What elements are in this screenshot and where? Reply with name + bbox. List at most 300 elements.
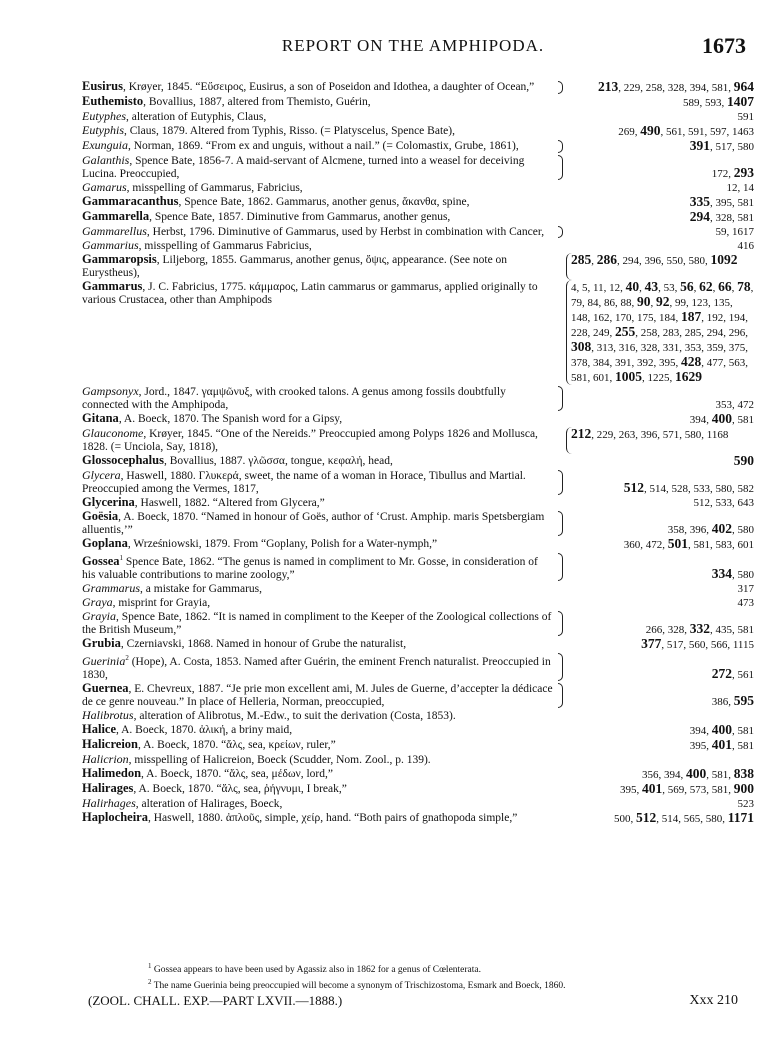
page-references bbox=[566, 454, 754, 469]
entry-description: , Liljeborg, 1855. Gammarus, another genus, ὄψις, appearance. (See note on Eurystheus), bbox=[82, 254, 508, 279]
genus-name: Gammarius bbox=[82, 239, 139, 252]
entry-description: , Spence Bate, 1862. Gammarus, another genus, ἄκανθα, spine, bbox=[178, 196, 470, 208]
page-ref: 359 bbox=[706, 342, 724, 354]
entry-text bbox=[82, 552, 557, 582]
genus-name: Galanthis bbox=[82, 154, 130, 167]
entry-description: , J. C. Fabricius, 1775. κάμμαρος, Latin cammarus or gammarus, applied originally to various Crustacea, other than Amphipods bbox=[82, 281, 538, 306]
page-ref: 53 bbox=[663, 282, 675, 294]
entry-description: , A. Boeck, 1870. The Spanish word for a Gipsy, bbox=[118, 413, 343, 425]
genus-name: Eutyphes bbox=[82, 110, 126, 123]
page-ref: 353 bbox=[715, 399, 732, 411]
index-entry bbox=[82, 253, 754, 280]
page-references bbox=[566, 496, 754, 510]
entry-text bbox=[82, 139, 557, 154]
page-references bbox=[566, 753, 754, 767]
page-title: REPORT ON THE AMPHIPODA. bbox=[281, 36, 545, 55]
page-ref: 293 bbox=[733, 165, 754, 180]
page-ref: 601 bbox=[593, 372, 610, 384]
page-ref: 512 bbox=[623, 480, 644, 495]
reference-list: 512, 514, 528, 533, 580, 582 bbox=[623, 480, 754, 495]
page-references bbox=[566, 537, 754, 552]
entry-text bbox=[82, 682, 557, 709]
genus-name: Gammaropsis bbox=[82, 253, 157, 266]
page-references bbox=[566, 154, 754, 181]
index-entry bbox=[82, 225, 754, 239]
page-references bbox=[566, 738, 754, 753]
index-entry bbox=[82, 537, 754, 552]
entry-text bbox=[82, 637, 557, 652]
entry-description: , A. Boeck, 1870. ἁλική, a briny maid, bbox=[116, 723, 293, 736]
footnote bbox=[148, 976, 746, 992]
entry-description: , Haswell, 1880. ἁπλοῦς, simple, χείρ, hand. “Both pairs of gnathopoda simple,” bbox=[147, 811, 518, 824]
reference-list: 172, 293 bbox=[711, 165, 754, 180]
genus-name: Glycera bbox=[82, 469, 121, 482]
entry-text bbox=[82, 797, 557, 811]
reference-list: 213, 229, 258, 328, 394, 581, 964 bbox=[598, 79, 754, 94]
page-ref: 148 bbox=[571, 312, 588, 324]
page-ref: 170 bbox=[615, 312, 632, 324]
page-ref: 395 bbox=[689, 739, 707, 752]
page-references bbox=[566, 767, 754, 782]
page-ref: 12 bbox=[726, 182, 738, 194]
index-entry bbox=[82, 652, 754, 682]
page-ref: 500 bbox=[613, 812, 631, 825]
page-ref: 533 bbox=[693, 483, 710, 495]
page-ref: 1115 bbox=[732, 638, 754, 651]
reference-list: 360, 472, 501, 581, 583, 601 bbox=[623, 536, 754, 551]
page-ref: 79 bbox=[571, 297, 582, 309]
page-ref: 86 bbox=[604, 297, 615, 309]
page-references bbox=[566, 782, 754, 797]
reference-list: 266, 328, 332, 435, 581 bbox=[645, 620, 754, 636]
page-ref: 212 bbox=[571, 426, 592, 441]
index-entry bbox=[82, 181, 754, 195]
brace-mark bbox=[557, 738, 566, 753]
page-ref: 328 bbox=[667, 623, 685, 636]
page-ref: 172 bbox=[711, 168, 729, 180]
page-ref: 90 bbox=[637, 294, 651, 309]
index-entry bbox=[82, 110, 754, 124]
page-ref: 591 bbox=[688, 126, 705, 138]
page-ref: 258 bbox=[640, 327, 658, 339]
page-ref: 416 bbox=[737, 240, 754, 252]
genus-name: Glauconome bbox=[82, 427, 144, 440]
page-ref: 308 bbox=[571, 339, 592, 354]
page-ref: 356 bbox=[642, 768, 659, 781]
page-ref: 583 bbox=[715, 539, 732, 551]
reference-list: 294, 328, 581 bbox=[689, 209, 754, 224]
index-entry bbox=[82, 80, 754, 95]
entry-text bbox=[82, 80, 557, 95]
page-references bbox=[566, 582, 754, 596]
index-entry bbox=[82, 239, 754, 253]
genus-name: Gitana bbox=[82, 412, 119, 425]
index-entry bbox=[82, 753, 754, 767]
page-ref: 401 bbox=[711, 736, 732, 752]
genus-name: Gammarus bbox=[82, 280, 143, 293]
brace-mark bbox=[557, 412, 566, 427]
footnote-marker: 1 bbox=[119, 554, 123, 562]
brace-mark bbox=[557, 610, 566, 637]
brace-mark bbox=[557, 537, 566, 552]
page-ref: 294 bbox=[622, 255, 639, 267]
page-references bbox=[566, 596, 754, 610]
reference-list: 377, 517, 560, 566, 1115 bbox=[641, 635, 754, 651]
page-ref: 78 bbox=[737, 279, 751, 294]
page-ref: 360 bbox=[623, 539, 641, 551]
page-ref: 580 bbox=[684, 429, 702, 441]
page-ref: 1407 bbox=[727, 94, 754, 109]
genus-name: Glossocephalus bbox=[82, 454, 164, 467]
page-ref: 400 bbox=[686, 765, 707, 781]
entry-description: , alteration of Eutyphis, Claus, bbox=[126, 111, 267, 123]
page-ref: 5 bbox=[582, 282, 588, 294]
brace-mark bbox=[557, 797, 566, 811]
page-ref: 358 bbox=[667, 524, 685, 536]
reference-list: 356, 394, 400, 581, 838 bbox=[642, 765, 754, 781]
page-references bbox=[566, 469, 754, 496]
page-references bbox=[566, 637, 754, 652]
genus-name: Halimedon bbox=[82, 766, 142, 780]
entry-text bbox=[82, 195, 557, 210]
index-entry bbox=[82, 385, 754, 412]
page-ref: 1168 bbox=[706, 429, 729, 441]
page-ref: 162 bbox=[593, 312, 610, 324]
reference-list: 395, 401, 581 bbox=[689, 736, 754, 752]
footnote bbox=[148, 960, 746, 976]
brace-mark bbox=[557, 596, 566, 610]
page-ref: 386 bbox=[711, 695, 729, 708]
page-ref: 1005 bbox=[615, 369, 642, 384]
page-ref: 378 bbox=[571, 357, 588, 369]
reference-list: 12, 14 bbox=[726, 182, 754, 194]
page-ref: 561 bbox=[666, 126, 683, 138]
page-references bbox=[566, 124, 754, 139]
page-ref: 229 bbox=[596, 429, 614, 441]
genus-name: Exunguia bbox=[82, 139, 128, 152]
page-ref: 400 bbox=[711, 721, 732, 737]
entry-description: , Herbst, 1796. Diminutive of Gammarus, used by Herbst in combination with Cancer, bbox=[146, 226, 545, 238]
index-entry bbox=[82, 280, 754, 385]
brace-mark bbox=[557, 253, 566, 280]
entry-description: , alteration of Halirages, Boeck, bbox=[135, 797, 283, 810]
page-ref: 328 bbox=[715, 212, 732, 224]
page-references bbox=[566, 139, 754, 154]
page-ref: 375 bbox=[728, 342, 746, 354]
brace-mark bbox=[557, 181, 566, 195]
signature-mark: Xxx 210 bbox=[689, 993, 738, 1008]
page-ref: 272 bbox=[711, 665, 732, 681]
page-ref: 560 bbox=[688, 638, 706, 651]
page-ref: 396 bbox=[640, 429, 658, 441]
reference-list: 335, 395, 581 bbox=[689, 194, 754, 209]
reference-list: 386, 595 bbox=[711, 692, 754, 708]
page-references bbox=[566, 510, 754, 537]
page-ref: 580 bbox=[705, 812, 723, 825]
page-references bbox=[566, 552, 754, 582]
page-ref: 514 bbox=[661, 812, 679, 825]
brace-mark bbox=[557, 582, 566, 596]
entry-text bbox=[82, 154, 557, 181]
index-entry bbox=[82, 154, 754, 181]
index-entry bbox=[82, 782, 754, 797]
page-ref: 580 bbox=[715, 483, 732, 495]
page-ref: 581 bbox=[737, 739, 754, 752]
genus-name: Gammaracanthus bbox=[82, 195, 179, 208]
page-ref: 99 bbox=[675, 297, 686, 309]
page-ref: 581 bbox=[737, 623, 754, 636]
entry-text bbox=[82, 181, 557, 195]
page-ref: 11 bbox=[593, 282, 604, 294]
page-ref: 266 bbox=[645, 623, 663, 636]
genus-name: Eutyphis bbox=[82, 124, 124, 137]
entry-description: , Czerniavski, 1868. Named in honour of Grube the naturalist, bbox=[120, 637, 407, 650]
brace-mark bbox=[557, 454, 566, 469]
page-ref: 391 bbox=[615, 357, 632, 369]
page-references bbox=[566, 239, 754, 253]
entry-description: , Krøyer, 1845. “One of the Nereids.” Preoccupied among Polyps 1826 and Mollusca, 1828. (= Unciola, Say, 1818), bbox=[82, 428, 538, 453]
entry-text bbox=[82, 469, 557, 496]
page-ref: 517 bbox=[715, 141, 732, 153]
reference-list: 358, 396, 402, 580 bbox=[667, 521, 754, 536]
page-ref: 229 bbox=[623, 82, 641, 94]
entry-text bbox=[82, 496, 557, 510]
page-references bbox=[566, 610, 754, 637]
index-entry bbox=[82, 412, 754, 427]
page-ref: 838 bbox=[733, 765, 754, 781]
page-ref: 512 bbox=[635, 809, 657, 825]
brace-mark bbox=[557, 469, 566, 496]
entry-description: , misprint for Grayia, bbox=[112, 596, 211, 609]
genus-name: Halirhages bbox=[82, 796, 136, 810]
entry-text bbox=[82, 537, 557, 552]
genus-name: Gampsonyx bbox=[82, 385, 139, 398]
entry-description: , A. Boeck, 1870. “Named in honour of Goës, author of ‘Crust. Amphip. maris Spetsbergiam alluentis,’” bbox=[82, 511, 545, 536]
entry-description: , A. Boeck, 1870. “ἅλς, sea, ῥήγνυμι, I break,” bbox=[133, 782, 347, 795]
reference-list: 512, 533, 643 bbox=[693, 497, 754, 509]
entry-description: , Krøyer, 1845. “Εὔσειρος, Eusirus, a son of Poseidon and Idothea, a daughter of Ocean,” bbox=[123, 81, 535, 93]
brace-mark bbox=[557, 154, 566, 181]
page-ref: 396 bbox=[644, 255, 661, 267]
page-ref: 591 bbox=[737, 111, 754, 123]
page-ref: 269 bbox=[618, 126, 635, 138]
genus-name: Guerinia bbox=[82, 653, 126, 668]
entry-text bbox=[82, 652, 557, 682]
page-references bbox=[566, 709, 754, 723]
entry-text bbox=[82, 596, 557, 610]
page-ref: 517 bbox=[666, 638, 684, 651]
brace-mark bbox=[557, 95, 566, 110]
reference-list: 500, 512, 514, 565, 580, 1171 bbox=[613, 809, 754, 825]
page-ref: 472 bbox=[645, 539, 663, 551]
brace-mark bbox=[557, 385, 566, 412]
footnote-text: The name Guerinia being preoccupied will become a synonym of Trischizostoma, Esmark and Boeck, 1860. bbox=[153, 981, 566, 992]
reference-list bbox=[738, 240, 755, 253]
reference-list: 589, 593, 1407 bbox=[683, 94, 754, 109]
entry-description: , misspelling of Gammarus, Fabricius, bbox=[126, 182, 303, 194]
page-ref: 900 bbox=[733, 780, 754, 796]
brace-mark bbox=[557, 510, 566, 537]
page-ref: 328 bbox=[667, 82, 685, 94]
page-ref: 581 bbox=[711, 768, 729, 781]
page-ref: 581 bbox=[693, 539, 710, 551]
brace-mark bbox=[557, 210, 566, 225]
page-number: 1673 bbox=[702, 33, 746, 58]
index-entry bbox=[82, 596, 754, 610]
page-references bbox=[566, 225, 754, 239]
reference-list bbox=[738, 583, 755, 596]
footnote-text: Gossea appears to have been used by Agassiz also in 1862 for a genus of Cœlenterata. bbox=[153, 965, 482, 976]
running-header bbox=[80, 33, 746, 62]
page-ref: 194 bbox=[728, 312, 746, 324]
entry-description: , A. Boeck, 1870. “ἅλς, sea, κρείων, ruler,” bbox=[138, 738, 336, 751]
index-entry bbox=[82, 469, 754, 496]
genus-name: Guernea bbox=[82, 681, 129, 695]
brace-mark bbox=[557, 767, 566, 782]
page-ref: 581 bbox=[711, 82, 729, 94]
page-references bbox=[566, 253, 754, 280]
page-ref: 331 bbox=[662, 342, 680, 354]
page-ref: 580 bbox=[737, 141, 754, 153]
page-ref: 581 bbox=[737, 414, 754, 426]
entry-description: , A. Boeck, 1870. “ἅλς, sea, μέδων, lord,” bbox=[141, 767, 333, 780]
page-ref: 88 bbox=[620, 297, 632, 309]
genus-name: Halicreion bbox=[82, 737, 139, 751]
page-ref: 92 bbox=[656, 294, 670, 309]
page-ref: 14 bbox=[743, 182, 754, 194]
page-ref: 428 bbox=[681, 354, 702, 369]
page-footer bbox=[88, 993, 738, 1013]
page-ref: 263 bbox=[618, 429, 636, 441]
page-ref: 533 bbox=[715, 497, 732, 509]
page-ref: 213 bbox=[598, 79, 619, 94]
entry-description: , misspelling of Gammarus Fabricius, bbox=[138, 240, 312, 252]
page-ref: 401 bbox=[642, 780, 663, 796]
page-ref: 595 bbox=[733, 692, 754, 708]
entry-text bbox=[82, 454, 557, 469]
entry-text bbox=[82, 738, 557, 753]
page-ref: 528 bbox=[671, 483, 688, 495]
entry-text bbox=[82, 95, 557, 110]
page-references bbox=[566, 811, 754, 826]
entry-text bbox=[82, 709, 557, 723]
entry-text bbox=[82, 723, 557, 738]
page-ref: 62 bbox=[699, 279, 713, 294]
page-ref: 589 bbox=[683, 97, 700, 109]
page-references bbox=[566, 723, 754, 738]
page-ref: 328 bbox=[640, 342, 658, 354]
page-ref: 135 bbox=[713, 297, 730, 309]
reference-list: 391, 517, 580 bbox=[689, 138, 754, 153]
entry-description: , alteration of Alibrotus, M.-Edw., to suit the derivation (Costa, 1853). bbox=[133, 709, 456, 722]
index-entry bbox=[82, 510, 754, 537]
index-entry bbox=[82, 124, 754, 139]
entry-text bbox=[82, 253, 557, 280]
page-ref: 571 bbox=[662, 429, 680, 441]
brace-mark bbox=[557, 139, 566, 154]
page-ref: 400 bbox=[711, 411, 732, 426]
brace-mark bbox=[557, 782, 566, 797]
brace-mark bbox=[557, 552, 566, 582]
page-ref: 258 bbox=[645, 82, 663, 94]
brace-mark bbox=[557, 427, 566, 454]
page-ref: 294 bbox=[689, 209, 710, 224]
reference-list: 212, 229, 263, 396, 571, 580, 1168 bbox=[571, 426, 729, 441]
page-ref: 1629 bbox=[675, 369, 702, 384]
index-entry bbox=[82, 797, 754, 811]
reference-list: 394, 400, 581 bbox=[689, 721, 754, 737]
genus-name: Gossea bbox=[82, 553, 120, 568]
page-ref: 593 bbox=[705, 97, 722, 109]
page-ref: 187 bbox=[681, 309, 702, 324]
entry-description: (Hope), A. Costa, 1853. Named after Guérin, the eminent French naturalist. Preoccupied in 1830, bbox=[82, 655, 551, 681]
page-ref: 394 bbox=[664, 768, 681, 781]
page-ref: 395 bbox=[620, 783, 637, 796]
page-ref: 550 bbox=[666, 255, 683, 267]
entry-description: , misspelling of Halicreion, Boeck (Scudder, Nom. Zool., p. 139). bbox=[128, 753, 431, 766]
footnote-marker: 2 bbox=[148, 978, 152, 987]
genus-name: Halice bbox=[82, 722, 117, 736]
page-ref: 490 bbox=[640, 123, 661, 138]
index-entry bbox=[82, 582, 754, 596]
page-ref: 394 bbox=[689, 82, 707, 94]
entry-description: , Bovallius, 1887. γλῶσσα, tongue, κεφαλή, head, bbox=[163, 455, 393, 467]
page-ref: 335 bbox=[689, 194, 710, 209]
entry-text bbox=[82, 427, 557, 454]
brace-mark bbox=[557, 652, 566, 682]
genus-name: Gammarella bbox=[82, 210, 150, 223]
reference-list: 269, 490, 561, 591, 597, 1463 bbox=[618, 123, 754, 138]
page-references bbox=[566, 427, 754, 454]
page-ref: 563 bbox=[728, 357, 746, 369]
page-ref: 1463 bbox=[732, 126, 754, 138]
page-ref: 1617 bbox=[732, 226, 754, 238]
page-ref: 402 bbox=[711, 521, 732, 536]
page-references bbox=[566, 210, 754, 225]
page-ref: 473 bbox=[737, 596, 754, 609]
brace-mark bbox=[557, 496, 566, 510]
reference-list: 394, 400, 581 bbox=[689, 411, 754, 426]
reference-list: 59, 1617 bbox=[715, 226, 754, 238]
page-ref: 512 bbox=[693, 497, 710, 509]
entry-text bbox=[82, 110, 557, 124]
genus-name: Haplocheira bbox=[82, 810, 148, 824]
entry-description: , Norman, 1869. “From ex and unguis, without a nail.” (= Colomastix, Grube, 1861), bbox=[128, 140, 519, 152]
genus-name: Goësia bbox=[82, 510, 119, 523]
page-ref: 286 bbox=[596, 252, 617, 267]
reference-list bbox=[738, 111, 755, 124]
entry-description: , E. Chevreux, 1887. “Je prie mon excellent ami, M. Jules de Guerne, d’accepter la dédicace de ce genre nouveau.” In place of Helleria, Norman, preoccupied, bbox=[82, 682, 553, 708]
page-references bbox=[566, 80, 754, 95]
page-ref: 313 bbox=[596, 342, 614, 354]
brace-mark bbox=[557, 239, 566, 253]
page-ref: 192 bbox=[706, 312, 724, 324]
page-ref: 472 bbox=[737, 399, 754, 411]
page-ref: 392 bbox=[637, 357, 654, 369]
page-references bbox=[566, 195, 754, 210]
page-references bbox=[566, 280, 754, 385]
reference-list: 4, 5, 11, 12, 40, 43, 53, 56, 62, 66, 78, 79, 84, 86, 88, 90, 92, 99, 123, 135, 148, 162, 170, 175, 184, 187, 192, 194, 228, 249, 255, 258, 283, 285, 294, 296, 308, 313, 316, 328, 331, 353, 359, 375, 378, 384, 391, 392, 395, 428, 477, 563, 581, 601, 1005, 1225, 1629 bbox=[571, 279, 754, 384]
page-ref: 565 bbox=[683, 812, 701, 825]
page-ref: 296 bbox=[728, 327, 746, 339]
genus-name: Glycerina bbox=[82, 496, 135, 509]
index-entry bbox=[82, 195, 754, 210]
page-ref: 561 bbox=[737, 668, 754, 681]
page-ref: 66 bbox=[718, 279, 732, 294]
page-ref: 1171 bbox=[727, 809, 754, 825]
entry-description: , Haswell, 1880. Γλυκερά, sweet, the name of a woman in Horace, Tibullus and Martial. Preoccupied among the Vermes, 1817, bbox=[82, 470, 526, 495]
page-ref: 643 bbox=[737, 497, 754, 509]
